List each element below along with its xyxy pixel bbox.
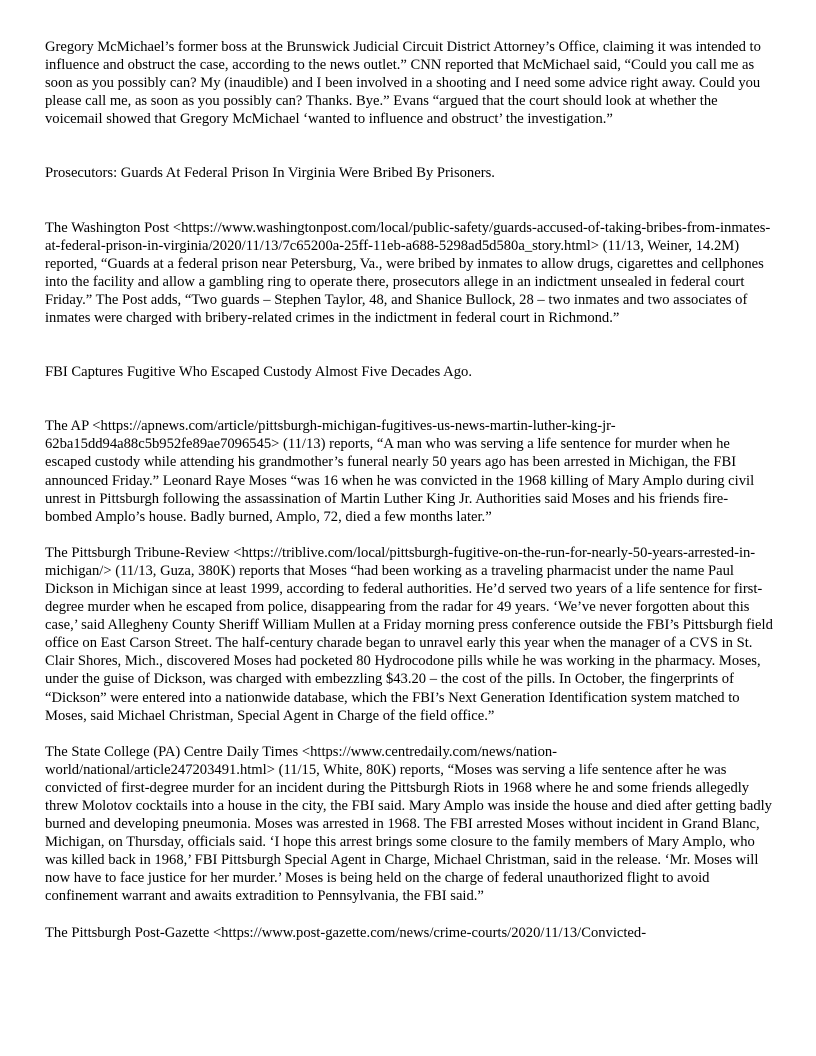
tribune-review-paragraph: The Pittsburgh Tribune-Review <https://triblive.com/local/pittsburgh-fugitive-on-the-run-for-nearly-50-years-arrested-in-michigan/> (11/13, Guza, 380K) reports that Moses “had been working as a traveling pharmacist under the name Paul Dickson in Michigan since at least 1999, according to federal authorities. He’d served two years of a life sentence for first-degree murder when he escaped from police, disappearing from the radar for 49 years. ‘We’ve never forgotten about this case,’ said Allegheny County Sheriff William Mullen at a Friday morning press conference outside the FBI’s Pittsburgh field office on East Carson Street. The half-century charade began to unravel early this year when the manager of a CVS in St. Clair Shores, Mich., discovered Moses had pocketed 80 Hydrocodone pills while he was working in the pharmacy. Moses, under the guise of Dickson, was charged with embezzling $43.20 – the cost of the pills. In October, the fingerprints of “Dickson” were entered into a nationwide database, which the FBI’s Next Generation Identification system matched to Moses, said Michael Christman, Special Agent in Charge of the field office.” [45, 544, 773, 724]
spacer [45, 725, 775, 743]
document-page [45, 38, 775, 942]
washington-post-paragraph: The Washington Post <https://www.washingtonpost.com/local/public-safety/guards-accused-of-taking-bribes-from-inmates-at-federal-prison-in-virginia/2020/11/13/7c65200a-25ff-11eb-a688-5298ad5d580a_story.html> (11/13, Weiner, 14.2M) reported, “Guards at a federal prison near Petersburg, Va., were bribed by inmates to allow drugs, cigarettes and cellphones into the facility and allow a gambling ring to operate there, prosecutors allege in an indictment unsealed in federal court Friday.” The Post adds, “Two guards – Stephen Taylor, 48, and Shanice Bullock, 28 – two inmates and two associates of inmates were charged with bribery-related crimes in the indictment in federal court in Richmond.” [45, 219, 771, 327]
spacer [45, 327, 775, 363]
fbi-fugitive-headline: FBI Captures Fugitive Who Escaped Custody Almost Five Decades Ago. [45, 364, 472, 381]
ap-paragraph: The AP <https://apnews.com/article/pittsburgh-michigan-fugitives-us-news-martin-luther-king-jr-62ba15dd94a88c5b952fe89ae7096545> (11/13) reports, “A man who was serving a life sentence for murder when he escaped custody while attending his grandmother’s funeral nearly 50 years ago has been arrested in Michigan, the FBI announced Friday.” Leonard Raye Moses “was 16 when he was convicted in the 1968 killing of Mary Amplo during civil unrest in Pittsburgh following the assassination of Martin Luther King Jr. Authorities said Moses and his friends fire-bombed Amplo’s house. Badly burned, Amplo, 72, died a few months later.” [45, 418, 755, 525]
spacer [45, 128, 775, 164]
centre-daily-times-paragraph: The State College (PA) Centre Daily Times <https://www.centredaily.com/news/nation-world/national/article247203491.html> (11/15, White, 80K) reports, “Moses was serving a life sentence after he was convicted of first-degree murder for an incident during the Pittsburgh Riots in 1968 where he and some friends allegedly threw Molotov cocktails into a house in the city, the FBI said. Mary Amplo was inside the house and died after getting badly burned and developing pneumonia. Moses was arrested in 1968. The FBI arrested Moses without incident in Grand Blanc, Michigan, on Thursday, officials said. ‘I hope this arrest brings some closure to the family members of Mary Amplo, who was killed back in 1968,’ FBI Pittsburgh Special Agent in Charge, Michael Christman, said in the release. ‘Mr. Moses will now have to face justice for her murder.’ Moses is being held on the charge of federal unauthorized flight to avoid confinement warrant and awaits extradition to Pennsylvania, the FBI said.” [45, 743, 772, 905]
post-gazette-paragraph: The Pittsburgh Post-Gazette <https://www.post-gazette.com/news/crime-courts/2020/11/13/Convicted- [45, 924, 647, 941]
spacer [45, 906, 775, 924]
mcmichael-voicemail-paragraph: Gregory McMichael’s former boss at the Brunswick Judicial Circuit District Attorney’s Office, claiming it was intended to influence and obstruct the case, according to the news outlet.” CNN reported that McMichael said, “Could you call me as soon as you possibly can? My (inaudible) and I been involved in a shooting and I need some advice right away. Could you please call me, as soon as you possibly can? Thanks. Bye.” Evans “argued that the court should look at whether the voicemail showed that Gregory McMichael ‘wanted to influence and obstruct’ the investigation.” [45, 39, 761, 128]
spacer [45, 381, 775, 417]
spacer [45, 526, 775, 544]
prison-bribery-headline: Prosecutors: Guards At Federal Prison In Virginia Were Bribed By Prisoners. [45, 165, 495, 182]
spacer [45, 183, 775, 219]
